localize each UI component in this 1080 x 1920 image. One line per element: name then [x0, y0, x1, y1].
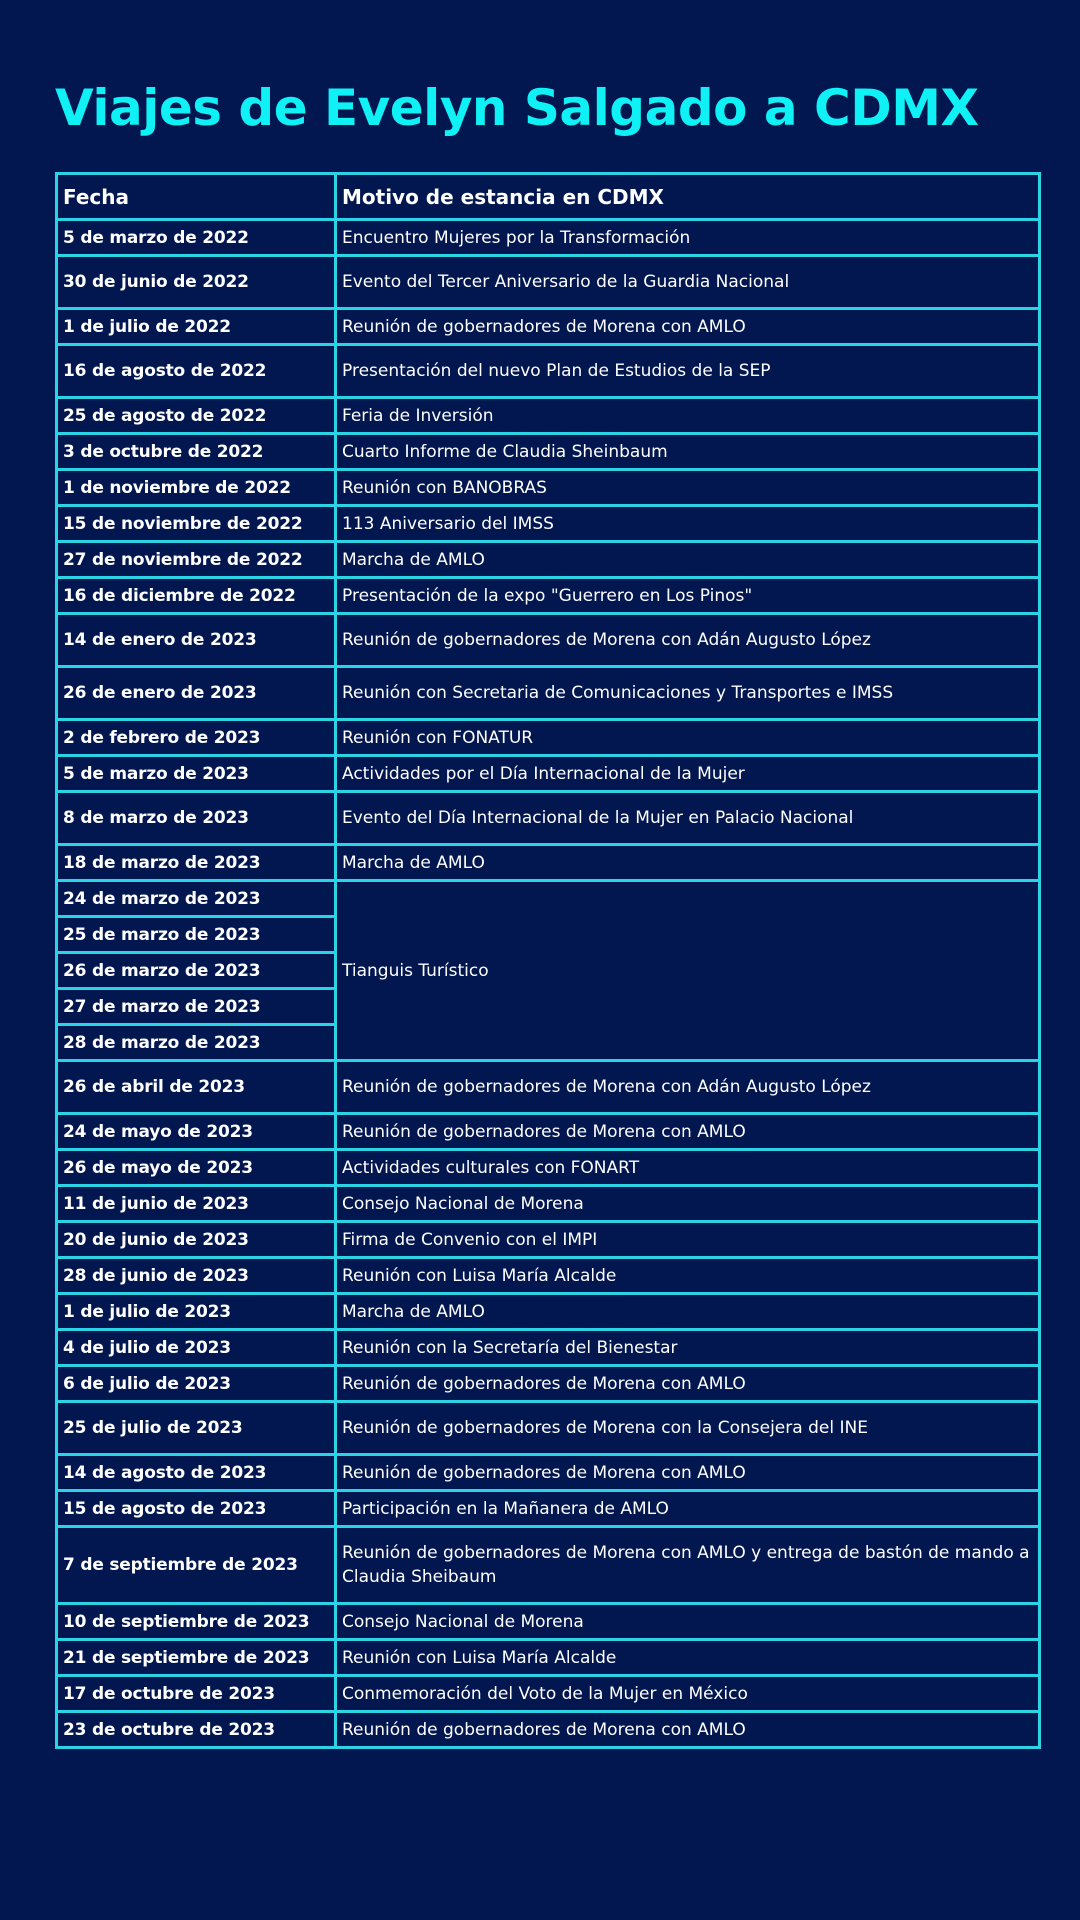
fecha-cell: 16 de agosto de 2022 [57, 345, 336, 398]
table-row [57, 1402, 1040, 1455]
fecha-cell: 27 de marzo de 2023 [57, 989, 336, 1025]
motivo-cell: Reunión con la Secretaría del Bienestar [336, 1330, 1040, 1366]
fecha-cell: 30 de junio de 2022 [57, 256, 336, 309]
table-header-row [57, 174, 1040, 220]
motivo-cell: 113 Aniversario del IMSS [336, 506, 1040, 542]
table-row [57, 614, 1040, 667]
table-row [57, 1061, 1040, 1114]
fecha-cell: 24 de mayo de 2023 [57, 1114, 336, 1150]
motivo-cell: Consejo Nacional de Morena [336, 1186, 1040, 1222]
fecha-cell: 27 de noviembre de 2022 [57, 542, 336, 578]
fecha-cell: 17 de octubre de 2023 [57, 1676, 336, 1712]
fecha-cell: 10 de septiembre de 2023 [57, 1604, 336, 1640]
fecha-cell: 21 de septiembre de 2023 [57, 1640, 336, 1676]
motivo-cell: Reunión de gobernadores de Morena con AMLO y entrega de bastón de mando a Claudia Sheibaum [336, 1527, 1040, 1604]
motivo-cell: Reunión de gobernadores de Morena con Adán Augusto López [336, 614, 1040, 667]
motivo-cell: Encuentro Mujeres por la Transformación [336, 220, 1040, 256]
fecha-cell: 3 de octubre de 2022 [57, 434, 336, 470]
motivo-cell: Reunión de gobernadores de Morena con AMLO [336, 1455, 1040, 1491]
table-row [57, 845, 1040, 881]
motivo-cell: Presentación del nuevo Plan de Estudios de la SEP [336, 345, 1040, 398]
motivo-cell: Reunión con Luisa María Alcalde [336, 1258, 1040, 1294]
table-row [57, 667, 1040, 720]
table-row [57, 506, 1040, 542]
fecha-cell: 20 de junio de 2023 [57, 1222, 336, 1258]
table-row [57, 1640, 1040, 1676]
motivo-cell: Feria de Inversión [336, 398, 1040, 434]
fecha-cell: 8 de marzo de 2023 [57, 792, 336, 845]
fecha-cell: 4 de julio de 2023 [57, 1330, 336, 1366]
motivo-cell: Marcha de AMLO [336, 542, 1040, 578]
table-row [57, 345, 1040, 398]
trips-table [55, 172, 1041, 1749]
table-row [57, 1712, 1040, 1748]
table-row [57, 542, 1040, 578]
motivo-cell: Actividades por el Día Internacional de la Mujer [336, 756, 1040, 792]
motivo-cell: Reunión con Secretaria de Comunicaciones y Transportes e IMSS [336, 667, 1040, 720]
fecha-cell: 25 de agosto de 2022 [57, 398, 336, 434]
table-row [57, 1150, 1040, 1186]
fecha-cell: 1 de noviembre de 2022 [57, 470, 336, 506]
motivo-cell: Reunión de gobernadores de Morena con Adán Augusto López [336, 1061, 1040, 1114]
fecha-cell: 2 de febrero de 2023 [57, 720, 336, 756]
motivo-cell: Marcha de AMLO [336, 845, 1040, 881]
table-row [57, 309, 1040, 345]
table-row [57, 1366, 1040, 1402]
motivo-cell: Evento del Tercer Aniversario de la Guardia Nacional [336, 256, 1040, 309]
table-row [57, 1491, 1040, 1527]
motivo-cell: Reunión de gobernadores de Morena con AMLO [336, 309, 1040, 345]
motivo-cell: Conmemoración del Voto de la Mujer en México [336, 1676, 1040, 1712]
motivo-cell: Firma de Convenio con el IMPI [336, 1222, 1040, 1258]
table-row [57, 720, 1040, 756]
table-row [57, 1330, 1040, 1366]
table-row [57, 1114, 1040, 1150]
table-row [57, 1604, 1040, 1640]
fecha-cell: 15 de agosto de 2023 [57, 1491, 336, 1527]
fecha-cell: 5 de marzo de 2023 [57, 756, 336, 792]
fecha-cell: 26 de marzo de 2023 [57, 953, 336, 989]
motivo-cell: Reunión de gobernadores de Morena con la Consejera del INE [336, 1402, 1040, 1455]
fecha-cell: 14 de enero de 2023 [57, 614, 336, 667]
table-row [57, 398, 1040, 434]
fecha-cell: 6 de julio de 2023 [57, 1366, 336, 1402]
table-row [57, 1186, 1040, 1222]
table-row [57, 434, 1040, 470]
table-row [57, 881, 1040, 917]
motivo-cell: Reunión de gobernadores de Morena con AMLO [336, 1712, 1040, 1748]
fecha-cell: 7 de septiembre de 2023 [57, 1527, 336, 1604]
fecha-cell: 26 de mayo de 2023 [57, 1150, 336, 1186]
fecha-cell: 15 de noviembre de 2022 [57, 506, 336, 542]
fecha-cell: 16 de diciembre de 2022 [57, 578, 336, 614]
fecha-cell: 1 de julio de 2022 [57, 309, 336, 345]
column-header-motivo: Motivo de estancia en CDMX [336, 174, 1040, 220]
motivo-cell: Evento del Día Internacional de la Mujer en Palacio Nacional [336, 792, 1040, 845]
motivo-cell: Reunión de gobernadores de Morena con AMLO [336, 1114, 1040, 1150]
fecha-cell: 1 de julio de 2023 [57, 1294, 336, 1330]
fecha-cell: 11 de junio de 2023 [57, 1186, 336, 1222]
fecha-cell: 25 de julio de 2023 [57, 1402, 336, 1455]
fecha-cell: 18 de marzo de 2023 [57, 845, 336, 881]
fecha-cell: 24 de marzo de 2023 [57, 881, 336, 917]
motivo-cell: Reunión con Luisa María Alcalde [336, 1640, 1040, 1676]
motivo-cell: Reunión con FONATUR [336, 720, 1040, 756]
fecha-cell: 23 de octubre de 2023 [57, 1712, 336, 1748]
motivo-cell: Tianguis Turístico [336, 881, 1040, 1061]
fecha-cell: 14 de agosto de 2023 [57, 1455, 336, 1491]
fecha-cell: 5 de marzo de 2022 [57, 220, 336, 256]
table-row [57, 578, 1040, 614]
table-row [57, 1455, 1040, 1491]
motivo-cell: Presentación de la expo "Guerrero en Los Pinos" [336, 578, 1040, 614]
table-row [57, 470, 1040, 506]
motivo-cell: Actividades culturales con FONART [336, 1150, 1040, 1186]
table-row [57, 1258, 1040, 1294]
table-row [57, 1676, 1040, 1712]
table-row [57, 756, 1040, 792]
column-header-fecha: Fecha [57, 174, 336, 220]
motivo-cell: Reunión con BANOBRAS [336, 470, 1040, 506]
motivo-cell: Cuarto Informe de Claudia Sheinbaum [336, 434, 1040, 470]
motivo-cell: Participación en la Mañanera de AMLO [336, 1491, 1040, 1527]
table-row [57, 1294, 1040, 1330]
table-row [57, 1222, 1040, 1258]
fecha-cell: 25 de marzo de 2023 [57, 917, 336, 953]
fecha-cell: 26 de enero de 2023 [57, 667, 336, 720]
motivo-cell: Marcha de AMLO [336, 1294, 1040, 1330]
motivo-cell: Reunión de gobernadores de Morena con AMLO [336, 1366, 1040, 1402]
motivo-cell: Consejo Nacional de Morena [336, 1604, 1040, 1640]
table-row [57, 256, 1040, 309]
page-title: Viajes de Evelyn Salgado a CDMX [55, 79, 979, 137]
table-row [57, 792, 1040, 845]
table-row [57, 220, 1040, 256]
fecha-cell: 26 de abril de 2023 [57, 1061, 336, 1114]
table-row [57, 1527, 1040, 1604]
fecha-cell: 28 de junio de 2023 [57, 1258, 336, 1294]
fecha-cell: 28 de marzo de 2023 [57, 1025, 336, 1061]
